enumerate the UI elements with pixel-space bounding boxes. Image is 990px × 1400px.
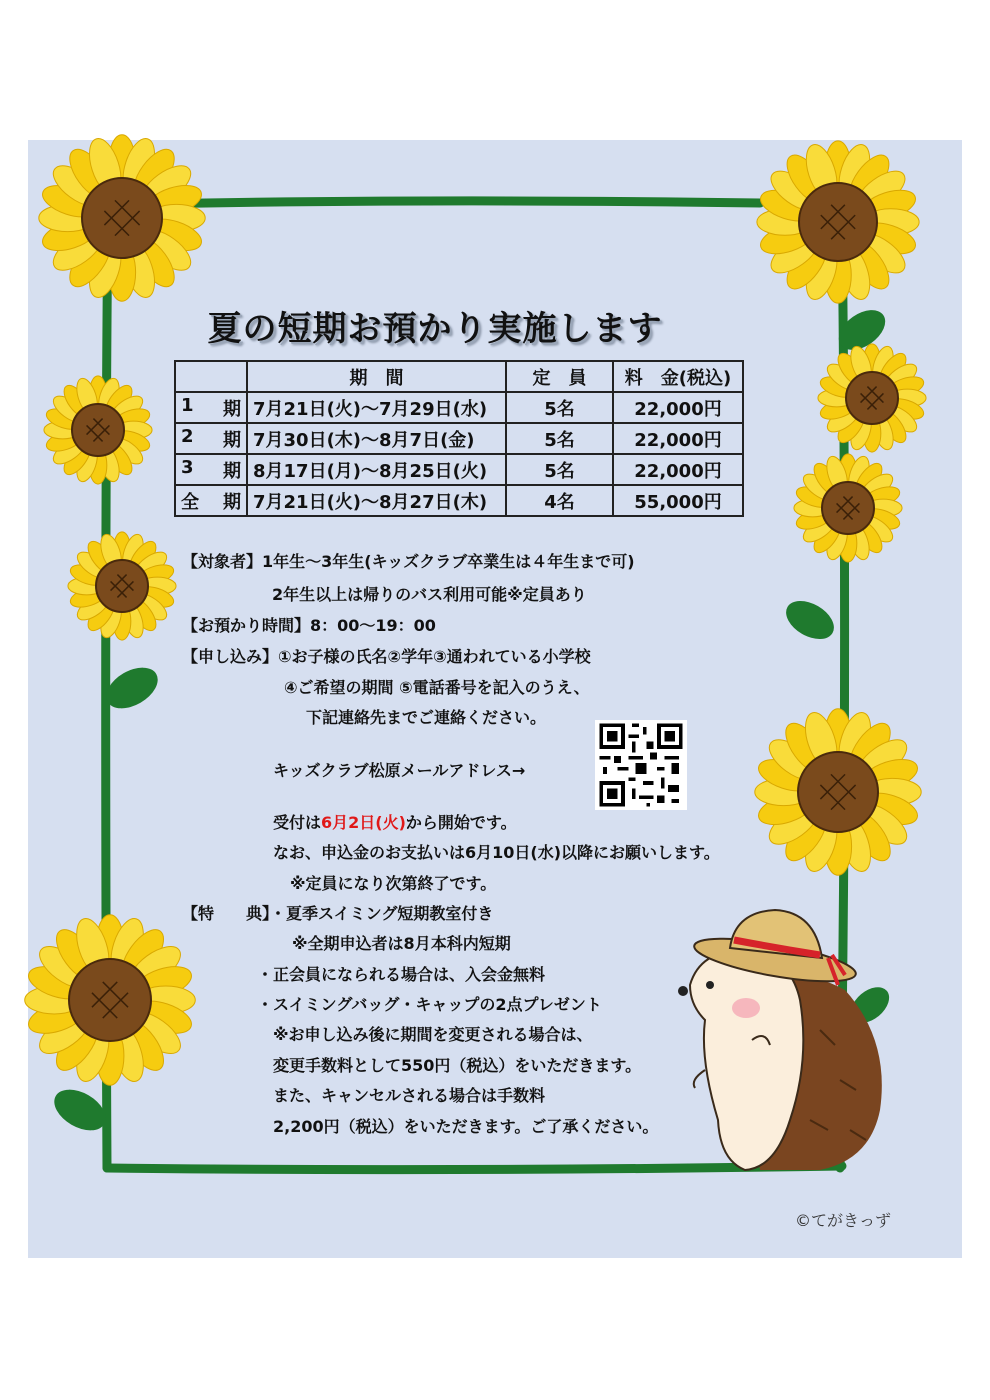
term-number: 3: [181, 456, 194, 478]
table-header: 定 員: [506, 361, 613, 392]
table-header: 料 金(税込): [613, 361, 743, 392]
term-suffix: 期: [223, 460, 241, 482]
page-title: 夏の短期お預かり実施します: [207, 308, 663, 349]
apply-line-1: 【申し込み】①お子様の氏名②学年③通われている小学校: [182, 647, 591, 666]
table-header-row: [175, 361, 743, 392]
hours-line: 【お預かり時間】8：00～19：00: [182, 616, 436, 635]
period-cell: 8月17日(月)～8月25日(火): [247, 454, 506, 485]
benefit-line-2: ※全期申込者は8月本科内短期: [292, 934, 511, 953]
table-row: [175, 423, 743, 454]
period-cell: 7月21日(火)～8月27日(木): [247, 485, 506, 516]
note-line-2: 変更手数料として550円（税込）をいただきます。: [273, 1056, 642, 1075]
benefit-line-4: ・スイミングバッグ・キャップの2点プレゼント: [257, 995, 602, 1014]
fee-cell: 55,000円: [613, 485, 743, 516]
reception-suffix: から開始です。: [405, 813, 517, 832]
limit-line: ※定員になり次第終了です。: [290, 874, 497, 893]
table-row: [175, 454, 743, 485]
term-number: 1: [181, 394, 194, 416]
qr-code-icon[interactable]: [595, 720, 687, 810]
benefit-line-3: ・正会員になられる場合は、入会金無料: [257, 965, 546, 984]
term-suffix: 期: [223, 398, 241, 420]
payment-line: なお、申込金のお支払いは6月10日(水)以降にお願いします。: [273, 843, 720, 862]
term-cell: [175, 454, 247, 485]
benefit-line-1: 【特 典】・夏季スイミング短期教室付き: [182, 904, 494, 923]
table-header: 期 間: [247, 361, 506, 392]
term-cell: [175, 485, 247, 516]
apply-line-3: 下記連絡先までご連絡ください。: [306, 708, 547, 727]
term-suffix: 期: [223, 491, 241, 513]
mail-address-label: キッズクラブ松原メールアドレス→: [273, 761, 526, 780]
capacity-cell: 5名: [506, 392, 613, 423]
reception-date: 6月2日(火): [321, 813, 406, 832]
term-number: 2: [181, 425, 194, 447]
schedule-table: [174, 360, 744, 517]
term-number: 全: [181, 491, 199, 513]
period-cell: 7月21日(火)～7月29日(水): [247, 392, 506, 423]
copyright: ©てがきっず: [795, 1211, 892, 1230]
term-suffix: 期: [223, 429, 241, 451]
table-header: [175, 361, 247, 392]
capacity-cell: 4名: [506, 485, 613, 516]
note-line-3: また、キャンセルされる場合は手数料: [273, 1086, 546, 1105]
term-cell: [175, 392, 247, 423]
target-line-1: 【対象者】1年生～3年生(キッズクラブ卒業生は４年生まで可): [182, 552, 635, 571]
reception-prefix: 受付は: [273, 813, 322, 832]
fee-cell: 22,000円: [613, 423, 743, 454]
reception-line: [273, 810, 517, 833]
table-row: [175, 485, 743, 516]
target-line-2: 2年生以上は帰りのバス利用可能※定員あり: [272, 585, 587, 604]
note-line-4: 2,200円（税込）をいただきます。ご了承ください。: [273, 1117, 659, 1136]
fee-cell: 22,000円: [613, 392, 743, 423]
term-cell: [175, 423, 247, 454]
capacity-cell: 5名: [506, 454, 613, 485]
capacity-cell: 5名: [506, 423, 613, 454]
fee-cell: 22,000円: [613, 454, 743, 485]
note-line-1: ※お申し込み後に期間を変更される場合は、: [273, 1025, 593, 1044]
table-row: [175, 392, 743, 423]
apply-line-2: ④ご希望の期間 ⑤電話番号を記入のうえ、: [284, 678, 590, 697]
period-cell: 7月30日(木)～8月7日(金): [247, 423, 506, 454]
